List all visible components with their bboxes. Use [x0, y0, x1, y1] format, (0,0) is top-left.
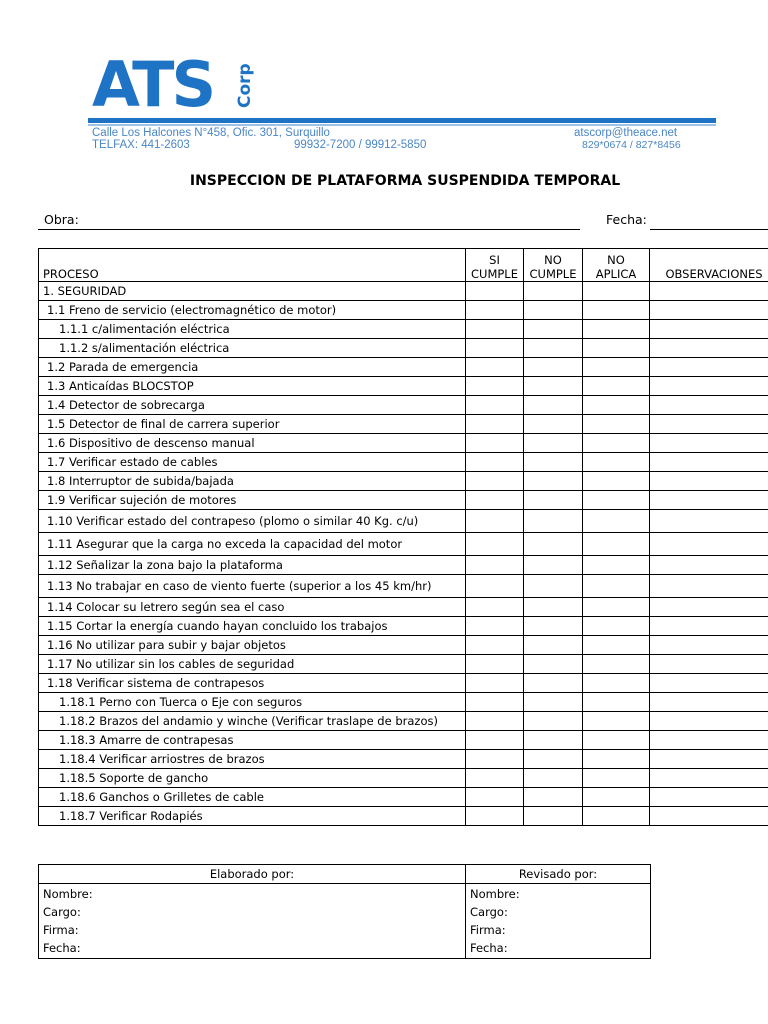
- table-row: [39, 415, 768, 434]
- table-row: [39, 533, 768, 556]
- no-cumple-cell[interactable]: [524, 415, 583, 434]
- table-row: [39, 320, 768, 339]
- observaciones-cell[interactable]: [650, 674, 768, 693]
- header-observaciones: OBSERVACIONES: [650, 249, 768, 282]
- elaborado-fecha-label: Fecha:: [43, 941, 81, 955]
- no-aplica-cell[interactable]: [583, 472, 650, 491]
- no-aplica-cell[interactable]: [583, 320, 650, 339]
- row-label: 1.15 Cortar la energía cuando hayan concluido los trabajos: [39, 617, 466, 636]
- observaciones-cell[interactable]: [650, 472, 768, 491]
- row-label: 1.13 No trabajar en caso de viento fuerte (superior a los 45 km/hr): [39, 575, 466, 598]
- observaciones-cell[interactable]: [650, 598, 768, 617]
- no-cumple-cell[interactable]: [524, 575, 583, 598]
- no-cumple-cell[interactable]: [524, 750, 583, 769]
- observaciones-cell[interactable]: [650, 434, 768, 453]
- observaciones-cell[interactable]: [650, 575, 768, 598]
- si-cumple-cell[interactable]: [466, 556, 524, 575]
- no-aplica-cell[interactable]: [583, 491, 650, 510]
- row-label: 1.8 Interruptor de subida/bajada: [39, 472, 466, 491]
- elaborado-header: Elaborado por:: [39, 865, 466, 884]
- address-text: Calle Los Halcones N°458, Ofic. 301, Surquillo: [92, 127, 330, 139]
- no-cumple-cell[interactable]: [524, 282, 583, 301]
- header-no-cumple: NO CUMPLE: [524, 249, 583, 282]
- no-cumple-cell[interactable]: [524, 807, 583, 826]
- no-aplica-cell[interactable]: [583, 377, 650, 396]
- table-row: [39, 396, 768, 415]
- no-cumple-cell[interactable]: [524, 533, 583, 556]
- no-aplica-cell[interactable]: [583, 453, 650, 472]
- row-label: 1.18.3 Amarre de contrapesas: [39, 731, 466, 750]
- si-cumple-cell[interactable]: [466, 712, 524, 731]
- no-cumple-cell[interactable]: [524, 491, 583, 510]
- no-cumple-cell[interactable]: [524, 693, 583, 712]
- no-cumple-cell[interactable]: [524, 655, 583, 674]
- row-label: 1.7 Verificar estado de cables: [39, 453, 466, 472]
- row-label: 1.18.1 Perno con Tuerca o Eje con seguros: [39, 693, 466, 712]
- revisado-cell[interactable]: [466, 884, 651, 959]
- si-cumple-cell[interactable]: [466, 617, 524, 636]
- table-header-row: [39, 249, 768, 282]
- observaciones-cell[interactable]: [650, 358, 768, 377]
- row-label: 1.17 No utilizar sin los cables de seguridad: [39, 655, 466, 674]
- no-cumple-cell[interactable]: [524, 434, 583, 453]
- elaborado-cell[interactable]: [39, 884, 466, 959]
- si-cumple-cell[interactable]: [466, 598, 524, 617]
- table-row: [39, 556, 768, 575]
- no-cumple-cell[interactable]: [524, 674, 583, 693]
- email-text: atscorp@theace.net: [574, 127, 678, 139]
- row-label: 1.4 Detector de sobrecarga: [39, 396, 466, 415]
- observaciones-cell[interactable]: [650, 750, 768, 769]
- table-row: [39, 636, 768, 655]
- si-cumple-cell[interactable]: [466, 358, 524, 377]
- row-label: 1.18.6 Ganchos o Grilletes de cable: [39, 788, 466, 807]
- no-aplica-cell[interactable]: [583, 415, 650, 434]
- si-cumple-cell[interactable]: [466, 396, 524, 415]
- row-label: 1.16 No utilizar para subir y bajar objetos: [39, 636, 466, 655]
- si-cumple-cell[interactable]: [466, 575, 524, 598]
- table-row: [39, 434, 768, 453]
- no-cumple-cell[interactable]: [524, 598, 583, 617]
- no-aplica-cell[interactable]: [583, 434, 650, 453]
- no-aplica-cell[interactable]: [583, 396, 650, 415]
- no-aplica-cell[interactable]: [583, 636, 650, 655]
- row-label: 1. SEGURIDAD: [39, 282, 466, 301]
- observaciones-cell[interactable]: [650, 491, 768, 510]
- table-row: [39, 807, 768, 826]
- observaciones-cell[interactable]: [650, 533, 768, 556]
- obra-line[interactable]: [38, 229, 580, 230]
- no-cumple-cell[interactable]: [524, 453, 583, 472]
- table-row: [39, 510, 768, 533]
- header-rule-light: [88, 124, 716, 126]
- si-cumple-cell[interactable]: [466, 491, 524, 510]
- table-row: [39, 491, 768, 510]
- si-cumple-cell[interactable]: [466, 339, 524, 358]
- observaciones-cell[interactable]: [650, 453, 768, 472]
- row-label: 1.1 Freno de servicio (electromagnético de motor): [39, 301, 466, 320]
- si-cumple-cell[interactable]: [466, 415, 524, 434]
- header-rule: [88, 118, 716, 123]
- table-row: [39, 472, 768, 491]
- si-cumple-cell[interactable]: [466, 301, 524, 320]
- observaciones-cell[interactable]: [650, 712, 768, 731]
- no-cumple-cell[interactable]: [524, 301, 583, 320]
- table-row: [39, 575, 768, 598]
- header-no-aplica: NO APLICA: [583, 249, 650, 282]
- no-aplica-cell[interactable]: [583, 617, 650, 636]
- no-cumple-cell[interactable]: [524, 788, 583, 807]
- si-cumple-cell[interactable]: [466, 731, 524, 750]
- revisado-firma-label: Firma:: [470, 923, 506, 937]
- obra-label: Obra:: [44, 212, 79, 227]
- row-label: 1.1.1 c/alimentación eléctrica: [39, 320, 466, 339]
- table-row: [39, 788, 768, 807]
- table-row: [39, 377, 768, 396]
- no-aplica-cell[interactable]: [583, 655, 650, 674]
- table-row: [39, 282, 768, 301]
- no-cumple-cell[interactable]: [524, 358, 583, 377]
- logo-text: ATS: [92, 50, 214, 112]
- row-label: 1.18.5 Soporte de gancho: [39, 769, 466, 788]
- no-aplica-cell[interactable]: [583, 712, 650, 731]
- observaciones-cell[interactable]: [650, 769, 768, 788]
- no-aplica-cell[interactable]: [583, 731, 650, 750]
- observaciones-cell[interactable]: [650, 301, 768, 320]
- no-cumple-cell[interactable]: [524, 377, 583, 396]
- si-cumple-cell[interactable]: [466, 533, 524, 556]
- row-label: 1.1.2 s/alimentación eléctrica: [39, 339, 466, 358]
- no-aplica-cell[interactable]: [583, 358, 650, 377]
- row-label: 1.14 Colocar su letrero según sea el caso: [39, 598, 466, 617]
- table-row: [39, 750, 768, 769]
- no-aplica-cell[interactable]: [583, 339, 650, 358]
- si-cumple-cell[interactable]: [466, 434, 524, 453]
- table-row: [39, 339, 768, 358]
- no-aplica-cell[interactable]: [583, 598, 650, 617]
- si-cumple-cell[interactable]: [466, 655, 524, 674]
- no-cumple-cell[interactable]: [524, 510, 583, 533]
- observaciones-cell[interactable]: [650, 788, 768, 807]
- no-aplica-cell[interactable]: [583, 301, 650, 320]
- row-label: 1.18.4 Verificar arriostres de brazos: [39, 750, 466, 769]
- row-label: 1.9 Verificar sujeción de motores: [39, 491, 466, 510]
- observaciones-cell[interactable]: [650, 693, 768, 712]
- table-row: [39, 655, 768, 674]
- observaciones-cell[interactable]: [650, 510, 768, 533]
- no-cumple-cell[interactable]: [524, 731, 583, 750]
- si-cumple-cell[interactable]: [466, 750, 524, 769]
- no-cumple-cell[interactable]: [524, 712, 583, 731]
- no-cumple-cell[interactable]: [524, 320, 583, 339]
- no-aplica-cell[interactable]: [583, 533, 650, 556]
- no-aplica-cell[interactable]: [583, 788, 650, 807]
- si-cumple-cell[interactable]: [466, 472, 524, 491]
- si-cumple-cell[interactable]: [466, 636, 524, 655]
- observaciones-cell[interactable]: [650, 807, 768, 826]
- no-cumple-cell[interactable]: [524, 396, 583, 415]
- si-cumple-cell[interactable]: [466, 282, 524, 301]
- observaciones-cell[interactable]: [650, 339, 768, 358]
- revisado-cargo-label: Cargo:: [470, 905, 508, 919]
- no-aplica-cell[interactable]: [583, 282, 650, 301]
- observaciones-cell[interactable]: [650, 731, 768, 750]
- no-cumple-cell[interactable]: [524, 636, 583, 655]
- observaciones-cell[interactable]: [650, 377, 768, 396]
- si-cumple-cell[interactable]: [466, 674, 524, 693]
- row-label: 1.18.7 Verificar Rodapiés: [39, 807, 466, 826]
- table-row: [39, 617, 768, 636]
- inspection-table: [38, 248, 768, 826]
- si-cumple-cell[interactable]: [466, 693, 524, 712]
- si-cumple-cell[interactable]: [466, 807, 524, 826]
- observaciones-cell[interactable]: [650, 415, 768, 434]
- row-label: 1.18.2 Brazos del andamio y winche (Verificar traslape de brazos): [39, 712, 466, 731]
- header-proceso: PROCESO: [39, 249, 466, 282]
- logo-sub-text: Corp: [235, 63, 255, 108]
- row-label: 1.10 Verificar estado del contrapeso (plomo o similar 40 Kg. c/u): [39, 510, 466, 533]
- table-row: [39, 693, 768, 712]
- no-cumple-cell[interactable]: [524, 472, 583, 491]
- si-cumple-cell[interactable]: [466, 510, 524, 533]
- elaborado-firma-label: Firma:: [43, 923, 79, 937]
- table-row: [39, 712, 768, 731]
- si-cumple-cell[interactable]: [466, 320, 524, 339]
- elaborado-cargo-label: Cargo:: [43, 905, 81, 919]
- table-row: [39, 301, 768, 320]
- observaciones-cell[interactable]: [650, 282, 768, 301]
- fecha-line[interactable]: [650, 229, 768, 230]
- table-row: [39, 358, 768, 377]
- no-cumple-cell[interactable]: [524, 339, 583, 358]
- ats-corp-logo: [92, 50, 262, 112]
- table-row: [39, 453, 768, 472]
- table-row: [39, 769, 768, 788]
- observaciones-cell[interactable]: [650, 617, 768, 636]
- row-label: 1.5 Detector de final de carrera superior: [39, 415, 466, 434]
- signature-table: [38, 864, 651, 959]
- row-label: 1.12 Señalizar la zona bajo la plataforma: [39, 556, 466, 575]
- observaciones-cell[interactable]: [650, 320, 768, 339]
- telfax-text: TELFAX: 441-2603: [92, 139, 190, 151]
- fecha-label: Fecha:: [606, 212, 647, 227]
- rpm-text: 829*0674 / 827*8456: [582, 139, 681, 151]
- no-aplica-cell[interactable]: [583, 575, 650, 598]
- table-row: [39, 731, 768, 750]
- observaciones-cell[interactable]: [650, 396, 768, 415]
- row-label: 1.11 Asegurar que la carga no exceda la capacidad del motor: [39, 533, 466, 556]
- row-label: 1.3 Anticaídas BLOCSTOP: [39, 377, 466, 396]
- row-label: 1.2 Parada de emergencia: [39, 358, 466, 377]
- no-aplica-cell[interactable]: [583, 807, 650, 826]
- revisado-header: Revisado por:: [466, 865, 651, 884]
- no-cumple-cell[interactable]: [524, 556, 583, 575]
- no-cumple-cell[interactable]: [524, 617, 583, 636]
- no-aplica-cell[interactable]: [583, 510, 650, 533]
- row-label: 1.6 Dispositivo de descenso manual: [39, 434, 466, 453]
- table-row: [39, 674, 768, 693]
- revisado-nombre-label: Nombre:: [470, 887, 520, 901]
- table-row: [39, 598, 768, 617]
- revisado-fecha-label: Fecha:: [470, 941, 508, 955]
- si-cumple-cell[interactable]: [466, 769, 524, 788]
- no-aplica-cell[interactable]: [583, 674, 650, 693]
- si-cumple-cell[interactable]: [466, 377, 524, 396]
- si-cumple-cell[interactable]: [466, 453, 524, 472]
- row-label: 1.18 Verificar sistema de contrapesos: [39, 674, 466, 693]
- no-aplica-cell[interactable]: [583, 769, 650, 788]
- phones-text: 99932-7200 / 99912-5850: [294, 139, 427, 151]
- no-aplica-cell[interactable]: [583, 750, 650, 769]
- observaciones-cell[interactable]: [650, 636, 768, 655]
- document-title: INSPECCION DE PLATAFORMA SUSPENDIDA TEMPORAL: [189, 173, 621, 189]
- si-cumple-cell[interactable]: [466, 788, 524, 807]
- observaciones-cell[interactable]: [650, 556, 768, 575]
- observaciones-cell[interactable]: [650, 655, 768, 674]
- header-si-cumple: SI CUMPLE: [466, 249, 524, 282]
- no-aplica-cell[interactable]: [583, 693, 650, 712]
- no-aplica-cell[interactable]: [583, 556, 650, 575]
- elaborado-nombre-label: Nombre:: [43, 887, 93, 901]
- no-cumple-cell[interactable]: [524, 769, 583, 788]
